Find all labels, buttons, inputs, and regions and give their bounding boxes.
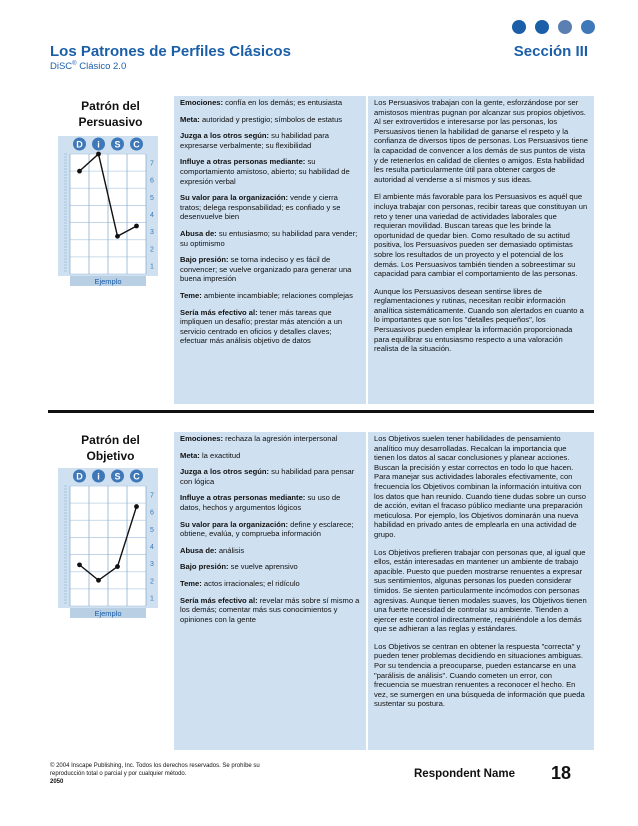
letter-label: S: [114, 471, 121, 482]
pattern-title-line2: Objetivo: [86, 449, 135, 463]
description-paragraph: El ambiente más favorable para los Persuasivos es aquél que incluya trabajar con personas, recibir tareas que constituyan un reto y tener una variedad de actividades laborales que requieran movilidad. Buscan tareas que les brinde la oportunidad de quedar bien. Como resultado de su actitud positiva, los Persuasivos pueden ser demasiado optimistas sobre los resultados de un proyecto y el potencial de los demás. Los Persuasivos también tienden a sobreestimar su capacidad para cambiar el comportamiento de las personas.: [374, 192, 588, 279]
scale-label: 5: [150, 194, 154, 202]
trait-text: actos irracionales; el ridículo: [201, 578, 300, 588]
trait-text: su habilidad para expresarse verbalmente; su flexibilidad: [180, 131, 329, 150]
description-column: [368, 96, 594, 404]
profile-point: [96, 152, 101, 157]
pattern-section-persuasivo: [48, 96, 594, 404]
scale-label: 2: [150, 246, 154, 254]
header-dot: [512, 20, 526, 34]
description-paragraph: Los Objetivos suelen tener habilidades de pensamiento analítico muy desarrolladas. Recalcan la importancia que tienen los datos al sacar conclusiones y planear acciones. Buscan la precisión y estar correctos en todo lo que hacen. Para manejar sus actividades laborales efectivamente, con frecuencia los Objetivos combinan la información intuitiva con los datos que han reunido. Cuando tiene dudas sobre un curso de acción, evitan el fracaso público mediante una preparación meticulosa. Por ejemplo, los Objetivos dominarán una nueva habilidad en privado antes de emplearla en una actividad de grupo.: [374, 434, 586, 539]
trait-text: define y esclarece; obtiene, evalúa, y comprueba información: [180, 519, 354, 539]
trait-label: Sería más efectivo al:: [180, 307, 258, 317]
trait-item: [180, 562, 360, 572]
description-paragraph: Los Objetivos se centran en obtener la respuesta "correcta" y pueden tener problemas decidiendo en situaciones ambiguas. Por su tendencia a preocuparse, pueden estancarse en una "parálisis de análisis". Cuando cometen un error, con frecuencia se muestran renuentes a reconocer el hecho. En vez, se sumergen en una búsqueda de información que pueda sustentar su postura.: [374, 641, 585, 709]
trait-label: Emociones:: [180, 434, 224, 443]
trait-item: [180, 157, 360, 186]
trait-item: [180, 596, 360, 625]
trait-text: análisis: [216, 545, 245, 555]
profile-point: [77, 562, 82, 567]
trait-item: [180, 579, 360, 589]
trait-item: [180, 98, 360, 108]
subtitle-brand: DiSC: [50, 61, 73, 73]
trait-label: Bajo presión:: [180, 562, 229, 572]
pattern-title-line1: Patrón del: [81, 433, 140, 447]
trait-item: [180, 434, 360, 444]
respondent-name: Respondent Name: [414, 768, 515, 780]
trait-item: [180, 308, 360, 346]
registered-mark: ®: [72, 61, 77, 67]
document-code: 2050: [50, 779, 64, 785]
chart-caption: Ejemplo: [94, 277, 122, 286]
trait-label: Juzga a los otros según:: [180, 131, 270, 141]
page-title: Los Patrones de Perfiles Clásicos: [50, 43, 291, 60]
section-label: Sección III: [513, 43, 588, 60]
scale-label: 7: [150, 160, 154, 168]
page-subtitle: [50, 61, 126, 72]
section-divider: [48, 410, 594, 413]
header-dots: [512, 20, 595, 34]
trait-item: [180, 451, 360, 461]
scale-label: 7: [150, 492, 154, 500]
trait-label: Juzga a los otros según:: [180, 467, 270, 477]
description-paragraph: Los Objetivos prefieren trabajar con personas que, al igual que ellos, están interesadas en mantener un ambiente de trabajo apacible. Puesto que pueden mostrarse renuentes a expresar sus sentimientos, algunas personas los pueden considerar tímidos. Se sienten particularmente incómodos con personas agresivas. Aunque tienen modales suaves, los Objetivos tienen una fuerte necesidad de controlar su ambiente. Tienden a ejercer este control indirectamente, requiriéndole a los demás que se adhieran a las reglas y estándares.: [374, 547, 587, 634]
trait-item: [180, 291, 360, 301]
traits-column: [174, 96, 366, 404]
scale-label: 1: [150, 595, 154, 603]
trait-text: su entusiasmo; su habilidad para vender; su optimismo: [180, 228, 358, 248]
profile-point: [77, 169, 82, 174]
trait-label: Su valor para la organización:: [180, 519, 289, 529]
letter-label: D: [76, 471, 83, 482]
trait-text: autoridad y prestigio; símbolos de estatus: [199, 114, 343, 124]
scale-label: 5: [150, 526, 154, 534]
letter-label: C: [133, 139, 140, 150]
trait-label: Influye a otras personas mediante:: [180, 493, 306, 503]
scale-label: 4: [150, 544, 154, 551]
scale-label: 6: [150, 509, 154, 517]
trait-item: [180, 193, 360, 222]
trait-label: Abusa de:: [180, 545, 217, 555]
trait-item: [180, 131, 360, 150]
profile-point: [115, 234, 120, 239]
letter-label: C: [133, 471, 140, 482]
trait-text: tener más tareas que impliquen un desafío; prestar más atención a un servicio centrado en oficios y detalles claves; efectuar más análisis objetivo de datos: [180, 307, 343, 346]
trait-text: su uso de datos, hechos y argumentos lógicos: [180, 493, 341, 512]
trait-text: revelar más sobre sí mismo a los demás; comentar más sus conocimientos y opiniones con la gente: [180, 595, 360, 624]
pattern-title-line1: Patrón del: [81, 99, 140, 113]
profile-point: [134, 504, 139, 509]
description-paragraph: Los Persuasivos trabajan con la gente, esforzándose por ser amistosos mientras pugnan por alcanzar sus propios objetivos. Al ser extrovertidos e interesarse por las personas, los Persuasivos tienen la habilidad de ganarse el respeto y la confianza de diversos tipos de personas. Los Persuasivos tiene la capacidad de convencer a los demás de sus puntos de vista y de retenerlos en calidad de clientes o amigos. Esta habilidad les resulta particularmente útil para obtener cargos de autoridad al venderse a sí mismos y sus ideas.: [374, 98, 589, 184]
scale-label: 4: [150, 212, 154, 219]
scale-label: 1: [150, 263, 154, 271]
letter-label: i: [97, 139, 100, 150]
subtitle-version: Clásico 2.0: [76, 61, 127, 73]
pattern-title-line2: Persuasivo: [78, 115, 143, 129]
description-paragraph: Aunque los Persuasivos desean sentirse libres de reglamentaciones y rutinas, necesitan recibir información analítica sistemáticamente. Cuando son alertados en cuanto a lo importantes que son los "detalles pequeños", los Persuasivos pueden emplear la información proporcionada para equilibrar su entusiasmo respecto a una valoración realista de la situación.: [374, 286, 584, 354]
disc-chart: [58, 136, 158, 292]
chart-caption: Ejemplo: [94, 609, 122, 618]
trait-label: Meta:: [180, 450, 200, 460]
scale-label: 2: [150, 578, 154, 586]
traits-column: [174, 432, 366, 750]
trait-label: Teme:: [180, 578, 202, 588]
scale-label: 3: [150, 229, 154, 237]
trait-item: [180, 493, 360, 512]
profile-point: [96, 578, 101, 583]
letter-label: i: [97, 471, 100, 482]
profile-point: [115, 564, 120, 569]
trait-text: rechaza la agresión interpersonal: [223, 434, 338, 443]
trait-item: [180, 520, 360, 539]
trait-label: Teme:: [180, 290, 202, 300]
header-dot: [535, 20, 549, 34]
trait-item: [180, 115, 360, 125]
trait-item: [180, 255, 360, 284]
profile-point: [134, 224, 139, 229]
trait-text: ambiente incambiable; relaciones complejas: [201, 290, 353, 300]
letter-label: S: [114, 139, 121, 150]
scale-label: 3: [150, 561, 154, 569]
pattern-title: [58, 432, 163, 464]
trait-label: Influye a otras personas mediante:: [180, 157, 306, 167]
trait-text: se vuelve aprensivo: [228, 562, 298, 572]
pattern-title: [58, 98, 163, 130]
trait-text: confía en los demás; es entusiasta: [223, 98, 343, 107]
trait-label: Su valor para la organización:: [180, 193, 289, 203]
trait-text: su comportamiento amistoso, abierto; su habilidad de expresión verbal: [180, 157, 350, 186]
trait-label: Emociones:: [180, 98, 224, 107]
letter-label: D: [76, 139, 83, 150]
trait-label: Sería más efectivo al:: [180, 595, 258, 605]
trait-label: Bajo presión:: [180, 255, 229, 265]
trait-text: vende y cierra tratos; delega responsabilidad; es confiado y se desenvuelve bien: [180, 193, 341, 222]
disc-chart: [58, 468, 158, 624]
copyright-text: © 2004 Inscape Publishing, Inc. Todos los derechos reservados. Se prohíbe su reproducción total o parcial y por cualquier método.: [50, 763, 260, 777]
footer-legal: [50, 762, 270, 786]
scale-label: 6: [150, 177, 154, 185]
trait-label: Meta:: [180, 114, 200, 124]
page-number: 18: [551, 763, 572, 783]
trait-label: Abusa de:: [180, 228, 217, 238]
trait-text: su habilidad para pensar con lógica: [180, 467, 355, 486]
description-column: [368, 432, 594, 750]
pattern-section-objetivo: [48, 432, 594, 750]
trait-item: [180, 546, 360, 556]
trait-text: la exactitud: [199, 450, 241, 460]
header-dot: [581, 20, 595, 34]
header-dot: [558, 20, 572, 34]
trait-text: se torna indeciso y es fácil de convencer; se vuelve organizado para generar una buena impresión: [180, 255, 352, 284]
trait-item: [180, 467, 360, 486]
trait-item: [180, 229, 360, 248]
